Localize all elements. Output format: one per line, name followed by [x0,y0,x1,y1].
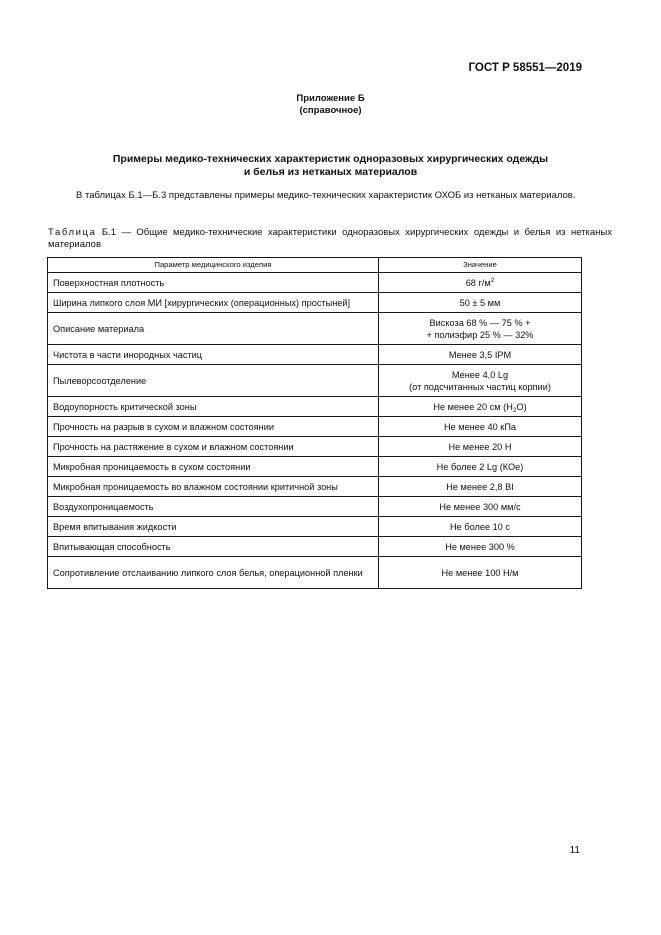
table-row [48,365,582,397]
row-value: Вискоза 68 % — 75 % + + полиэфир 25 % — 32% [379,313,582,345]
table-row [48,537,582,557]
row-value: Не менее 300 % [379,537,582,557]
table-row [48,477,582,497]
table-caption-text: Б.1 — Общие медико-технические характеристики одноразовых хирургических одежды и белья из нетканых материалов [48,227,612,250]
appendix-title: Приложение Б [296,93,365,104]
row-param: Прочность на растяжение в сухом и влажном состоянии [48,437,379,457]
section-heading-line-1: Примеры медико-технических характеристик одноразовых хирургических одежды [112,153,549,165]
row-value: Менее 3,5 IPM [379,345,582,365]
table-row [48,437,582,457]
header-parameter: Параметр медицинского изделия [48,258,379,273]
row-value: Не менее 2,8 BI [379,477,582,497]
spec-table [47,257,582,589]
row-param: Ширина липкого слоя МИ [хирургических (операционных) простыней] [48,293,379,313]
row-param: Воздухопроницаемость [48,497,379,517]
section-heading-line-2: и белья из нетканых материалов [243,166,418,178]
appendix-subtitle: (справочное) [299,105,362,116]
table-row [48,417,582,437]
page-number: 11 [569,845,580,856]
row-value: Не менее 40 кПа [379,417,582,437]
table-row [48,345,582,365]
appendix-header [0,93,661,117]
row-param: Описание материала [48,313,379,345]
row-value: Не менее 20 Н [379,437,582,457]
table-row [48,457,582,477]
row-param: Микробная проницаемость в сухом состоянии [48,457,379,477]
table-row [48,397,582,417]
table-row [48,273,582,293]
document-code: ГОСТ Р 58551—2019 [468,62,582,74]
row-value: Не менее 100 Н/м [379,557,582,589]
row-param: Чистота в части инородных частиц [48,345,379,365]
section-heading [0,153,661,179]
table-caption [48,227,612,251]
row-param: Впитывающая способность [48,537,379,557]
row-value: Не более 10 с [379,517,582,537]
table-row [48,517,582,537]
intro-paragraph: В таблицах Б.1—Б.3 представлены примеры медико-технических характеристик ОХОБ из нетканых материалов. [76,190,576,201]
row-param: Сопротивление отслаиванию липкого слоя белья, операционной пленки [48,557,379,589]
table-row [48,497,582,517]
row-param: Водоупорность критической зоны [48,397,379,417]
row-value: Не более 2 Lg (КОе) [379,457,582,477]
row-param: Поверхностная плотность [48,273,379,293]
header-value: Значение [379,258,582,273]
table-row [48,557,582,589]
row-param: Прочность на разрыв в сухом и влажном состоянии [48,417,379,437]
row-value: Менее 4,0 Lg (от подсчитанных частиц корпии) [379,365,582,397]
table-header-row [48,258,582,273]
row-value: Не менее 300 мм/с [379,497,582,517]
row-param: Микробная проницаемость во влажном состоянии критичной зоны [48,477,379,497]
row-param: Время впитывания жидкости [48,517,379,537]
table-row [48,293,582,313]
row-value: Не менее 20 см $(H_2O)$ [379,397,582,417]
table-row [48,313,582,345]
row-value: 68 $г/м^2$ [379,273,582,293]
table-caption-label: Таблица [48,227,97,238]
row-value: 50 ± 5 мм [379,293,582,313]
row-param: Пылеворсоотделение [48,365,379,397]
